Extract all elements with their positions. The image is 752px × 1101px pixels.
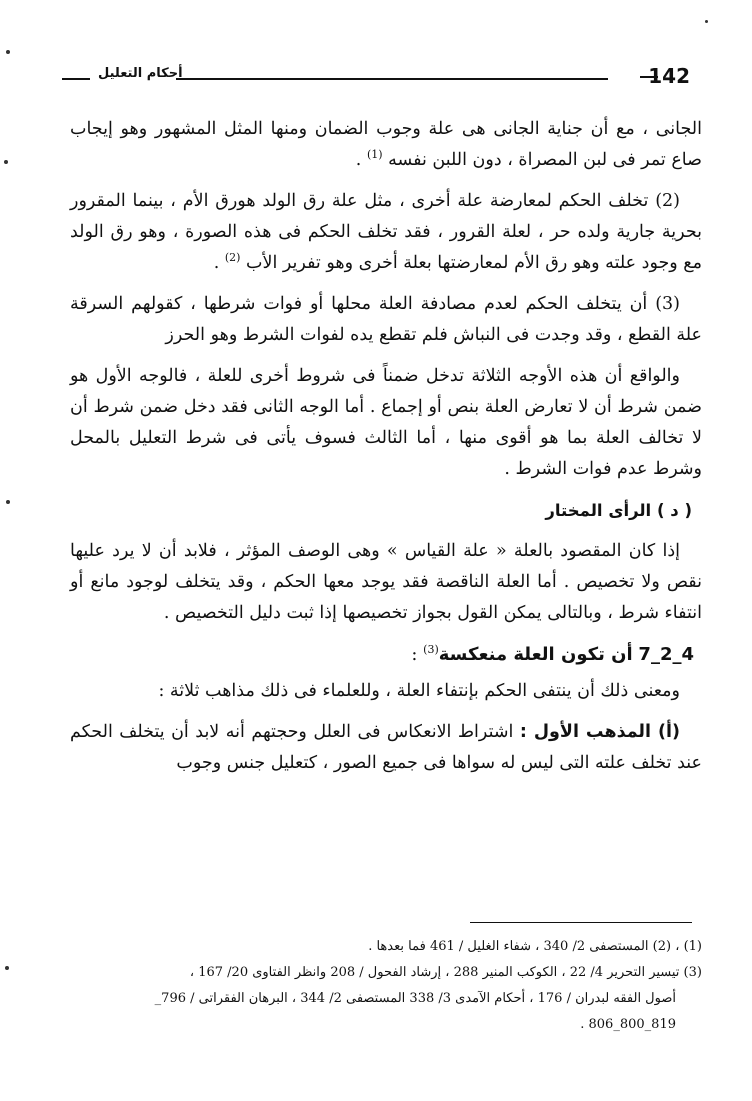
numbered-heading [70, 639, 702, 670]
scan-speck [4, 160, 8, 164]
section-heading-d: ( د ) الرأى المختار [545, 501, 692, 520]
footnote-1: (1) ، (2) المستصفى 2/ 340 ، شفاء الغليل / 461 فما بعدها . [368, 939, 702, 954]
paragraph-7-label: (أ) المذهب الأول : [519, 722, 680, 742]
scan-speck [6, 500, 10, 504]
paragraph-5: إذا كان المقصود بالعلة « علة القياس » وهى الوصف المؤثر ، فلابد أن لا يرد عليها نقص ولا تخصيص . أما العلة الناقصة فقد يوجد معها الحكم ، وقد يتخلف لوجود مانع أو انتفاء شرط ، وبالتالى يمكن القول بجواز تخصيصها إذا ثبت دليل التخصيص . [70, 541, 702, 623]
footnotes [70, 934, 702, 1038]
footnote-3-line-1: (3) تيسير التحرير 4/ 22 ، الكوكب المنير 288 ، إرشاد الفحول / 208 وانظر الفتاوى 20/ 167 ، [189, 965, 702, 980]
page-number-dash [640, 76, 658, 78]
header-rule [176, 78, 608, 80]
footnote-ref-1: (1) [366, 148, 383, 162]
paragraph-4: والواقع أن هذه الأوجه الثلاثة تدخل ضمناً فى شروط أخرى للعلة ، فالوجه الأول هو ضمن شرط أن لا تعارض العلة بنص أو إجماع . أما الوجه الثانى فقد دخل ضمن شرط أن لا تخالف العلة بما هو أقوى منها ، أما الثالث فسوف يأتى فى شرط التعليل بالمحل وشرط عدم فوات الشرط . [70, 366, 702, 479]
running-title: أحكام التعليل [98, 66, 183, 81]
heading-title: أن تكون العلة منعكسة [438, 644, 633, 665]
scan-speck [705, 20, 708, 23]
footnote-ref-2: (2) [224, 251, 241, 265]
paragraph-1-text: الجانى ، مع أن جناية الجانى هى علة وجوب الضمان ومنها المثل المشهور وهو إيجاب صاع تمر فى لبن المصراة ، دون اللبن نفسه [70, 119, 702, 170]
footnote-ref-3: (3) [423, 643, 439, 656]
paragraph-7 [70, 717, 702, 779]
paragraph-1 [70, 114, 702, 176]
footnote-rule [470, 922, 692, 923]
paragraph-2-end: . [213, 253, 220, 273]
running-header [62, 66, 690, 88]
heading-number: 4_2_7 [638, 644, 694, 665]
paragraph-3: (3) أن يتخلف الحكم لعدم مصادفة العلة محلها أو فوات شرطها ، كقولهم السرقة علة القطع ، وقد وجدت فى النباش فلم تقطع يده لفوات الشرط وهو الحرز [70, 294, 702, 345]
heading-colon: : [411, 644, 418, 665]
paragraph-7-text: اشتراط الانعكاس فى العلل وحجتهم أنه لابد أن يتخلف الحكم عند تخلف علته التى ليس له سواها فى جميع الصور ، كتعليل جنس وجوب [70, 722, 702, 773]
main-text [70, 114, 702, 789]
paragraph-1-end: . [355, 150, 362, 170]
footnote-3-line-3: 819_800_806 . [580, 1017, 676, 1032]
paragraph-6: ومعنى ذلك أن ينتفى الحكم بإنتفاء العلة ، وللعلماء فى ذلك مذاهب ثلاثة : [158, 681, 680, 701]
footnote-3-line-2: أصول الفقه لبدران / 176 ، أحكام الآمدى 3/ 338 المستصفى 2/ 344 ، البرهان الفقراتى / 796_ [154, 991, 676, 1006]
title-dash [62, 78, 90, 80]
paragraph-2-text: (2) تخلف الحكم لمعارضة علة أخرى ، مثل علة رق الولد هورق الأم ، بينما المقرور بحرية جارية ولده حر ، لعلة القرور ، فقد تخلف الحكم فى هذه الصورة ، وهو رق الولد مع وجود علته وهو رق الأم لمعارضتها بعلة أخرى وهو تفرير الأب [70, 191, 702, 273]
paragraph-2 [70, 186, 702, 279]
scan-speck [6, 50, 10, 54]
scan-speck [5, 966, 9, 970]
page-number: 142 [648, 64, 690, 88]
